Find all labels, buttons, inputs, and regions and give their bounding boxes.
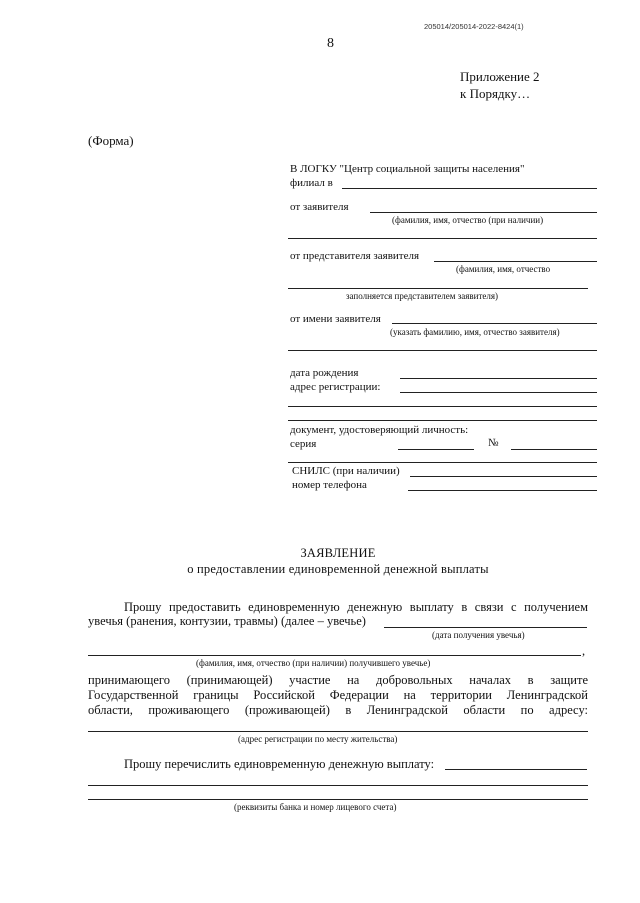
number-label: № — [488, 437, 499, 449]
bank-details-field-2[interactable] — [88, 785, 588, 786]
bank-details-field[interactable] — [445, 769, 587, 770]
reg-address-field[interactable] — [400, 392, 597, 393]
representative-name-hint: (фамилия, имя, отчество — [456, 264, 551, 274]
address-hint: (адрес регистрации по месту жительства) — [238, 734, 398, 744]
appendix-line-2: к Порядку… — [460, 86, 531, 101]
paragraph-1-line-2: увечья (ранения, контузии, травмы) (далее – увечье) — [88, 614, 366, 628]
series-label: серия — [290, 438, 317, 450]
number-field[interactable] — [511, 449, 597, 450]
from-representative-label: от представителя заявителя — [290, 250, 420, 262]
id-document-label: документ, удостоверяющий личность: — [290, 424, 469, 436]
on-behalf-field[interactable] — [392, 323, 597, 324]
on-behalf-field-2[interactable] — [288, 350, 597, 351]
reg-address-label: адрес регистрации: — [290, 381, 381, 393]
addressee-to: В ЛОГКУ "Центр социальной защиты населения" — [290, 163, 525, 175]
appendix-line-1: Приложение 2 — [460, 69, 540, 84]
injured-name-hint: (фамилия, имя, отчество (при наличии) получившего увечье) — [196, 658, 431, 668]
page-number: 8 — [327, 36, 334, 51]
birth-date-field[interactable] — [400, 378, 597, 379]
bank-details-field-3[interactable] — [88, 799, 588, 800]
representative-name-field[interactable] — [434, 261, 597, 262]
form-label: (Форма) — [88, 133, 134, 148]
comma: , — [582, 644, 586, 658]
snils-field[interactable] — [410, 476, 597, 477]
reg-address-field-2[interactable] — [288, 406, 597, 407]
paragraph-2-line-2: Государственной границы Российской Федерации на территории Ленинградской — [88, 688, 588, 702]
address-field[interactable] — [88, 731, 588, 732]
id-document-field[interactable] — [288, 462, 597, 463]
series-field[interactable] — [398, 449, 474, 450]
statement-title: ЗАЯВЛЕНИЕ — [300, 546, 376, 560]
injured-name-field[interactable] — [88, 655, 581, 656]
on-behalf-label: от имени заявителя — [290, 313, 381, 325]
on-behalf-hint: (указать фамилию, имя, отчество заявителя) — [390, 327, 560, 337]
paragraph-3: Прошу перечислить единовременную денежную выплату: — [124, 757, 435, 771]
document-id: 205014/205014-2022-8424(1) — [424, 22, 524, 31]
paragraph-2-line-1: принимающего (принимающей) участие на добровольных началах в защите — [88, 673, 588, 687]
applicant-name-field-2[interactable] — [288, 238, 597, 239]
phone-field[interactable] — [408, 490, 597, 491]
applicant-name-field[interactable] — [370, 212, 597, 213]
bank-details-hint: (реквизиты банка и номер лицевого счета) — [234, 802, 397, 812]
branch-field[interactable] — [342, 188, 597, 189]
snils-label: СНИЛС (при наличии) — [292, 465, 400, 477]
injury-date-hint: (дата получения увечья) — [432, 630, 525, 640]
representative-name-field-2[interactable] — [288, 288, 588, 289]
from-applicant-label: от заявителя — [290, 201, 349, 213]
representative-note: заполняется представителем заявителя) — [346, 291, 499, 301]
paragraph-2-line-3: области, проживающего (проживающей) в Ленинградской области по адресу: — [88, 703, 588, 717]
applicant-name-hint: (фамилия, имя, отчество (при наличии) — [392, 215, 544, 225]
injury-date-field[interactable] — [384, 627, 587, 628]
statement-subtitle: о предоставлении единовременной денежной выплаты — [187, 562, 489, 576]
reg-address-field-3[interactable] — [288, 420, 597, 421]
phone-label: номер телефона — [292, 479, 367, 491]
branch-label: филиал в — [290, 177, 333, 189]
birth-date-label: дата рождения — [290, 367, 359, 379]
paragraph-1-line-1: Прошу предоставить единовременную денежную выплату в связи с получением — [124, 600, 588, 614]
